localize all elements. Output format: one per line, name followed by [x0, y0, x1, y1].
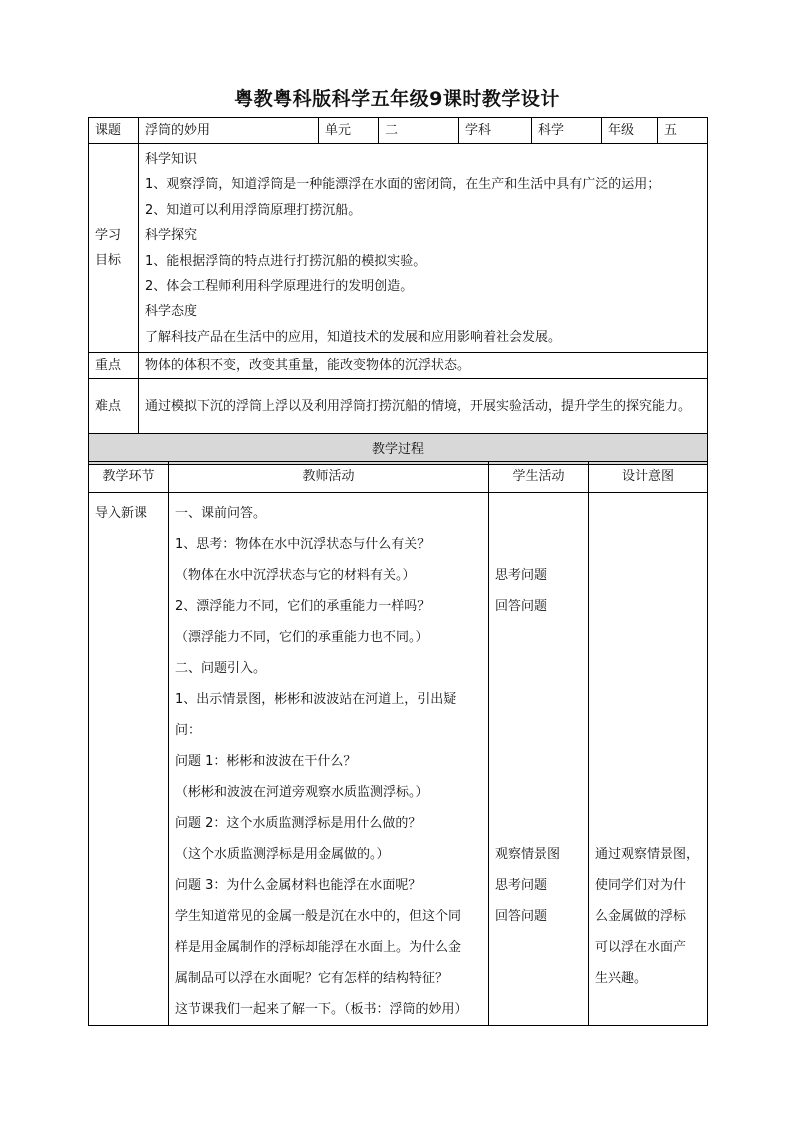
- objective-line: 1、能根据浮筒的特点进行打捞沉船的模拟实验。: [145, 253, 427, 269]
- process-header-row: [89, 462, 708, 493]
- intent-spacer: [595, 591, 701, 622]
- objective-line: 科学知识: [145, 152, 198, 167]
- student-spacer: [495, 746, 582, 777]
- teacher-line: 二、问题引入。: [175, 661, 267, 676]
- intent-spacer: [595, 498, 701, 529]
- process-table: [88, 461, 708, 1026]
- intent-spacer: [595, 622, 701, 653]
- intent-spacer: [595, 529, 701, 560]
- difficulty-row: [89, 379, 708, 434]
- teacher-header: 教师活动: [169, 462, 489, 493]
- objective-line: 1、观察浮筒，知道浮筒是一种能漂浮在水面的密闭筒，在生产和生活中具有广泛的运用；: [145, 177, 661, 193]
- student-spacer: [495, 777, 582, 808]
- intent-header: 设计意图: [589, 462, 708, 493]
- student-spacer: [495, 684, 582, 715]
- student-line: 回答问题: [495, 909, 548, 924]
- topic-label: 课题: [89, 118, 139, 144]
- teacher-line: 1、思考：物体在水中沉浮状态与什么有关？: [175, 537, 431, 552]
- teacher-line: 学生知道常见的金属一般是沉在水中的，但这个同: [175, 909, 462, 924]
- subject-value: 科学: [532, 118, 602, 144]
- student-line: [495, 498, 582, 529]
- objective-line: 了解科技产品在生活中的应用，知道技术的发展和应用影响着社会发展。: [145, 329, 562, 345]
- teacher-activity-cell: [169, 493, 489, 1026]
- objectives-label-line: 学习: [95, 228, 122, 244]
- student-spacer: [495, 622, 582, 653]
- key-point-text: 物体的体积不变，改变其重量，能改变物体的沉浮状态。: [139, 353, 708, 379]
- difficulty-text: 通过模拟下沉的浮筒上浮以及利用浮筒打捞沉船的情境，开展实验活动，提升学生的探究能力。: [139, 379, 708, 434]
- key-point-label: 重点: [89, 353, 139, 379]
- stage-name: 导入新课: [95, 506, 148, 521]
- design-intent-cell: [589, 493, 708, 1026]
- objective-line: 2、体会工程师利用科学原理进行的发明创造。: [145, 279, 414, 295]
- objectives-row: [89, 144, 708, 353]
- intent-line: 可以浮在水面产: [595, 940, 687, 955]
- stage-header: 教学环节: [89, 462, 169, 493]
- teacher-line: （彬彬和波波在河道旁观察水质监测浮标。）: [175, 785, 429, 800]
- process-band: 教学过程: [89, 434, 708, 465]
- subject-label: 学科: [459, 118, 532, 144]
- teacher-line: （这个水质监测浮标是用金属做的。）: [175, 847, 390, 862]
- difficulty-label: 难点: [89, 379, 139, 434]
- objective-line: 科学探究: [145, 228, 198, 244]
- teacher-line: 问：: [175, 723, 202, 738]
- intent-spacer: [595, 746, 701, 777]
- unit-label: 单元: [319, 118, 379, 144]
- stage-cell: [89, 493, 169, 1026]
- grade-value: 五: [658, 118, 708, 144]
- objectives-label-line: 目标: [95, 253, 122, 269]
- page-title: 粤教粤科版科学五年级9课时教学设计: [234, 88, 560, 110]
- objective-line: 2、知道可以利用浮筒原理打捞沉船。: [145, 202, 362, 218]
- intent-line: 生兴趣。: [595, 971, 648, 986]
- intent-line: 使同学们对为什: [595, 878, 687, 893]
- intent-spacer: [595, 715, 701, 746]
- teacher-line: 1、出示情景图，彬彬和波波站在河道上，引出疑: [175, 692, 457, 707]
- student-line: 观察情景图: [495, 847, 561, 862]
- student-header: 学生活动: [489, 462, 589, 493]
- topic-value: 浮筒的妙用: [139, 118, 319, 144]
- teacher-line: 属制品可以浮在水面呢？它有怎样的结构特征？: [175, 971, 449, 986]
- student-line: [495, 529, 582, 560]
- teacher-line: 问题 2：这个水质监测浮标是用什么做的？: [175, 816, 422, 831]
- teacher-line: 2、漂浮能力不同，它们的承重能力一样吗？: [175, 599, 431, 614]
- objectives-label: [89, 144, 139, 353]
- lesson-info-table: [88, 117, 708, 465]
- intent-line: 么金属做的浮标: [595, 909, 687, 924]
- teacher-line: 一、课前问答。: [175, 506, 267, 521]
- intent-spacer: [595, 653, 701, 684]
- key-point-row: [89, 353, 708, 379]
- student-activity-cell: [489, 493, 589, 1026]
- grade-label: 年级: [602, 118, 658, 144]
- intent-spacer: [595, 777, 701, 808]
- objectives-content: [139, 144, 708, 353]
- student-line: 思考问题: [495, 568, 548, 583]
- teacher-line: 这节课我们一起来了解一下。（板书：浮筒的妙用）: [175, 1002, 468, 1017]
- intent-spacer: [595, 684, 701, 715]
- teacher-line: 样是用金属制作的浮标却能浮在水面上。为什么金: [175, 940, 462, 955]
- student-spacer: [495, 715, 582, 746]
- teacher-line: （物体在水中沉浮状态与它的材料有关。）: [175, 568, 416, 583]
- intent-spacer: [595, 808, 701, 839]
- student-spacer: [495, 653, 582, 684]
- teacher-line: 问题 1：彬彬和波波在干什么？: [175, 754, 357, 769]
- student-line: 思考问题: [495, 878, 548, 893]
- process-row: [89, 493, 708, 1026]
- student-line: 回答问题: [495, 599, 548, 614]
- intent-line: 通过观察情景图，: [595, 847, 700, 862]
- intent-spacer: [595, 560, 701, 591]
- teacher-line: 问题 3：为什么金属材料也能浮在水面呢？: [175, 878, 422, 893]
- teacher-line: （漂浮能力不同，它们的承重能力也不同。）: [175, 630, 429, 645]
- unit-value: 二: [379, 118, 459, 144]
- info-row: [89, 118, 708, 144]
- student-spacer: [495, 808, 582, 839]
- objective-line: 科学态度: [145, 304, 198, 320]
